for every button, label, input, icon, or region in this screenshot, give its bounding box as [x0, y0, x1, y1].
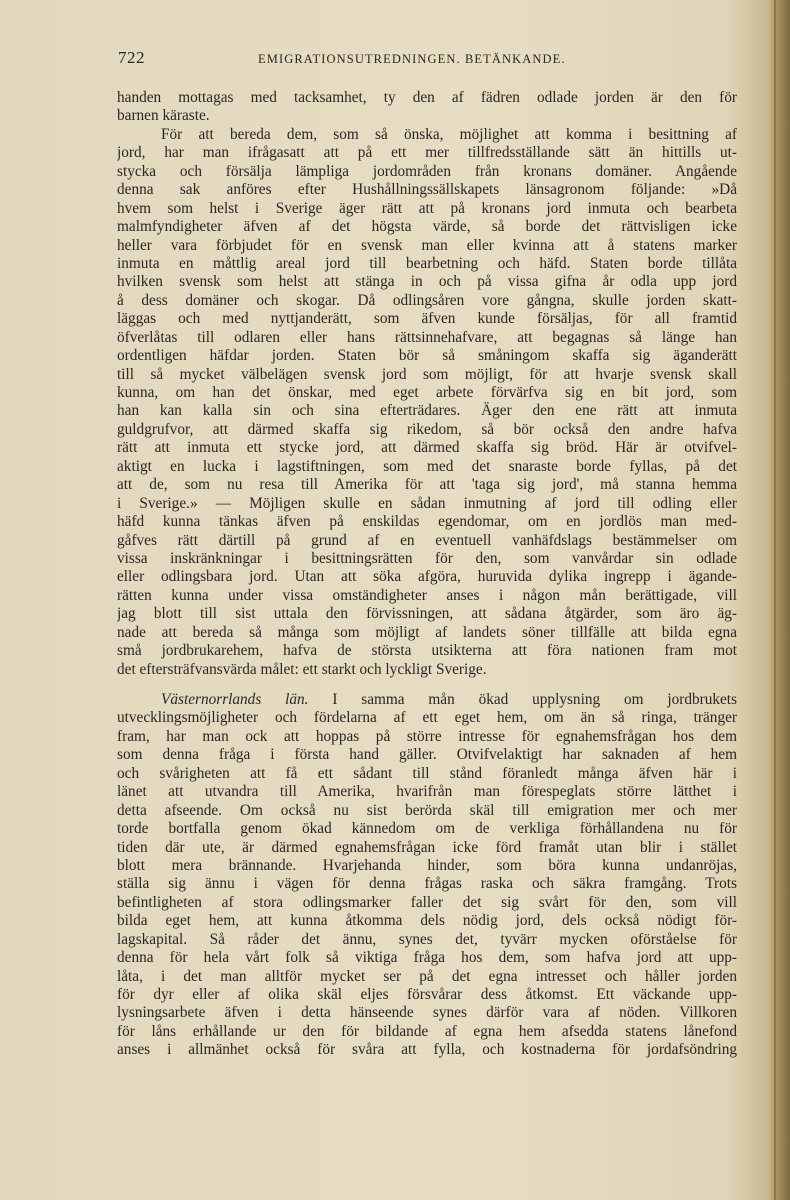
text-line: befintligheten af stora odlingsmarker faller det sig svårt för den, som vill — [117, 893, 737, 911]
text-line: som denna fråga i första hand gäller. Otvifvelaktigt har saknaden af hem — [117, 746, 737, 764]
page-number: 722 — [118, 48, 145, 67]
text-line: häfd kunna tänkas äfven på enskildas egendomar, om en jordlös man med- — [117, 513, 737, 531]
text-line: låta, i det man alltför mycket ser på det egna intresset och håller jorden — [117, 967, 737, 985]
text-line: att de, som nu resa till Amerika för att 'taga sig jord', må stanna hemma — [117, 476, 737, 494]
text-line-rest: I samma mån ökad upplysning om jordbrukets — [332, 691, 737, 708]
body-text — [117, 89, 737, 1060]
text-line: nade att bereda så många som möjligt af landets söner tillfälle att bilda egna — [117, 623, 737, 641]
text-line: tiden där ute, är därmed egnahemsfrågan icke förd framåt utan blir i stället — [117, 838, 737, 856]
text-line: rätten kunna under vissa omständigheter anses i någon mån berättigade, vill — [117, 586, 737, 604]
text-line: inmuta en måttlig areal jord till bearbetning och häfd. Staten borde tillåta — [117, 254, 737, 272]
text-line: denna för hela vårt folk så viktiga fråga hos dem, som hafva jord att upp- — [117, 949, 737, 967]
text-line — [117, 691, 737, 709]
text-line: hvilken svensk som helst att stänga in och på vissa gifna år odla upp jord — [117, 273, 737, 291]
text-line: utvecklingsmöjligheter och fördelarna af ett eget hem, om än så ringa, tränger — [117, 709, 737, 727]
text-line: torde bortfalla genom ökad kännedom om de verkliga förhållandena nu för — [117, 820, 737, 838]
running-head — [118, 48, 738, 70]
text-line: till så mycket välbelägen svensk jord som möjligt, för att hvarje svensk skall — [117, 365, 737, 383]
text-line: vissa inskränkningar i besittningsrätten för den, som vanvårdar sin odlade — [117, 549, 737, 567]
text-line: guldgrufvor, att därmed skaffa sig rikedom, så bör också den andre hafva — [117, 420, 737, 438]
text-line: ordentligen häfdar jorden. Staten bör så småningom skaffa sig äganderätt — [117, 347, 737, 365]
text-line: länet att utvandra till Amerika, hvarifrån man förespeglats större lätthet i — [117, 783, 737, 801]
text-line: han kan kalla sin och sina efterträdares. Äger den ene rätt att inmuta — [117, 402, 737, 420]
paragraph-gap — [117, 679, 737, 691]
section-heading: Västernorrlands län. — [161, 691, 309, 708]
text-line: för dyr eller af olika skäl eljes försvårar dess åtkomst. Ett väckande upp- — [117, 986, 737, 1003]
text-line: bilda eget hem, att kunna åtkomma dels nödig jord, dels också nödigt för- — [117, 912, 737, 930]
text-line: eller odlingsbara jord. Utan att söka afgöra, huruvida dylika ingrepp i ägande- — [117, 568, 737, 586]
text-line: lagskapital. Så råder det ännu, synes det, tyvärr mycken oförståelse för — [117, 930, 737, 948]
text-line: fram, har man ock att hoppas på större intresse för egnahemsfrågan hos dem — [117, 727, 737, 745]
text-line: aktigt en lucka i lagstiftningen, som med det snaraste borde fyllas, på det — [117, 457, 737, 475]
text-line: i Sverige.» — Möjligen skulle en sådan inmutning af jord till odling eller — [117, 494, 737, 512]
book-spine — [768, 0, 790, 1200]
text-line: för låns erhållande ur den för bildande af egna hem afsedda statens lånefond — [117, 1022, 737, 1040]
text-line: rätt att inmuta ett stycke jord, att därmed skaffa sig bröd. Här är otvifvel- — [117, 439, 737, 457]
text-line: öfverlåtas till odlaren eller hans rättsinnehafvare, att begagnas så länge han — [117, 328, 737, 346]
text-line: och svårigheten att få ett sådant till stånd föranledt många äfven här i — [117, 764, 737, 782]
text-line: detta afseende. Om också nu sist berörda skäl till emigration mer och mer — [117, 801, 737, 819]
text-line: gåfves rätt därtill på grund af en eventuell vanhäfdslags bestämmelser om — [117, 531, 737, 549]
text-line: handen mottagas med tacksamhet, ty den af fädren odlade jorden är den för — [117, 89, 737, 106]
text-line: heller vara förbjudet för en svensk man eller kvinna att å statens marker — [117, 236, 737, 254]
text-line: denna sak anföres efter Hushållningssällskapets länsagronom följande: »Då — [117, 181, 737, 199]
text-line: stycka och försälja lämpliga jordområden från kronans domäner. Angående — [117, 162, 737, 180]
spine-edge — [774, 0, 776, 1200]
text-line: ställa sig ännu i vägen för denna frågas raska och säkra framgång. Trots — [117, 875, 737, 893]
text-line: läggas och med nyttjanderätt, som äfven kunde försäljas, för all framtid — [117, 310, 737, 328]
text-line: malmfyndigheter äfven af det högsta värde, så borde det rättvisligen icke — [117, 218, 737, 236]
text-line: lysningsarbete äfven i detta hänseende synes därför vara af nöden. Villkoren — [117, 1004, 737, 1022]
text-line: jord, har man ifrågasatt att på ett mer tillfredsställande sätt än hittills ut- — [117, 144, 737, 162]
text-line: jag blott till sist uttala den förvissningen, att sådana åtgärder, som äro äg- — [117, 605, 737, 623]
text-line: hvem som helst i Sverige äger rätt att på kronans jord inmuta och bearbeta — [117, 199, 737, 217]
running-title: EMIGRATIONSUTREDNINGEN. BETÄNKANDE. — [258, 52, 566, 66]
text-line: För att bereda dem, som så önska, möjlighet att komma i besittning af — [161, 125, 737, 143]
text-line: blott mera brännande. Hvarjehanda hinder, som böra kunna undanröjas, — [117, 856, 737, 874]
text-line: barnen käraste. — [117, 107, 210, 125]
text-line: å dess domäner och skogar. Då odlingsåren vore gångna, skulle jorden skatt- — [117, 291, 737, 309]
text-line: det eftersträfvansvärda målet: ett starkt och lyckligt Sverige. — [117, 660, 487, 678]
text-line: kunna, om han det önskar, med eget arbete förvärfva sig en bit jord, som — [117, 384, 737, 401]
text-line: små jordbrukarehem, hafva de största utsikterna att föra nationen fram mot — [117, 642, 737, 660]
text-line: anses i allmänhet också för svåra att fylla, och kostnaderna för jordafsöndring — [117, 1041, 737, 1059]
